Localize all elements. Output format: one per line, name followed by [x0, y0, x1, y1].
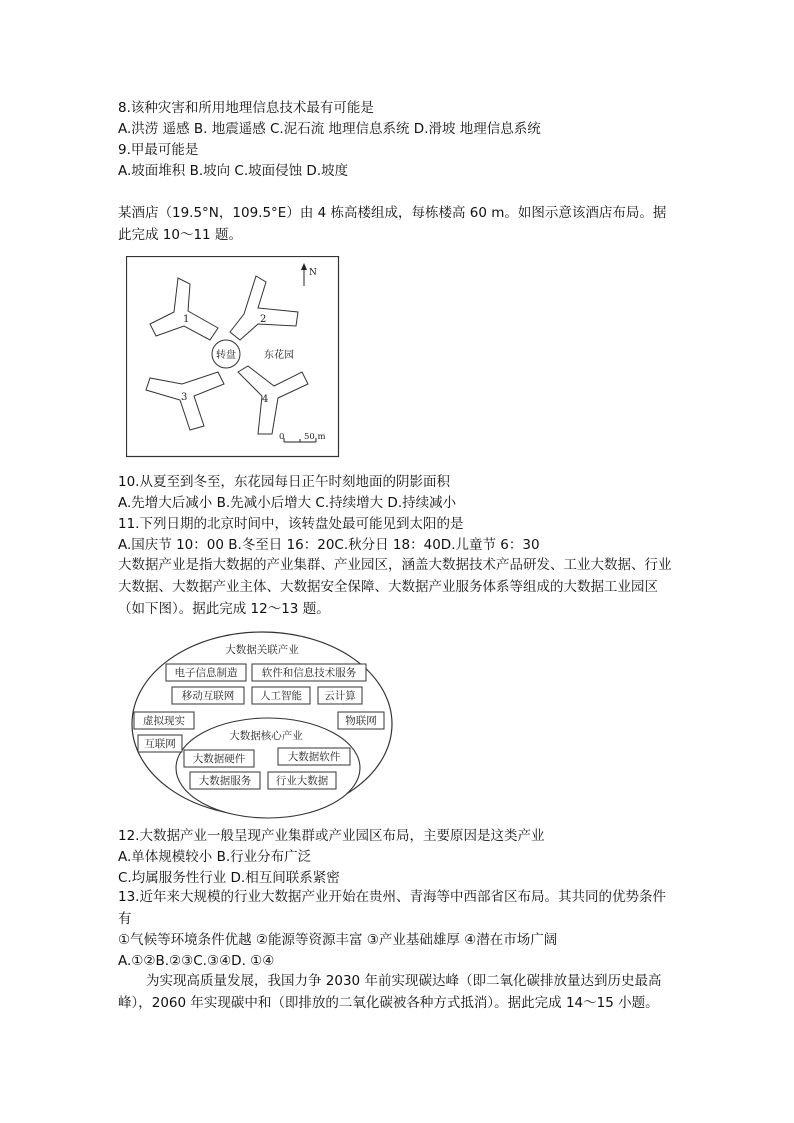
north-label: N: [309, 268, 317, 278]
svg-text:行业大数据: 行业大数据: [275, 775, 329, 787]
inner-item-1: [184, 750, 254, 767]
svg-text:软件和信息技术服务: 软件和信息技术服务: [261, 667, 357, 679]
q12-options-1: A.单体规模较小 B.行业分布广泛: [118, 849, 312, 865]
svg-text:物联网: 物联网: [345, 715, 377, 727]
svg-text:电子信息制造: 电子信息制造: [174, 667, 238, 679]
outer-item-8: [138, 735, 182, 752]
outer-item-1: [166, 664, 246, 681]
scale-zero: 0: [279, 432, 285, 442]
intro-10-11: 某酒店（19.5°N，109.5°E）由 4 栋高楼组成，每栋楼高 60 m。如图示意该酒店布局。据此完成 10～11 题。: [118, 205, 667, 243]
garden-label: 东花园: [264, 350, 294, 361]
outer-item-6: [134, 712, 194, 729]
q8-options: A.洪涝 遥感 B. 地震遥感 C.泥石流 地理信息系统 D.滑坡 地理信息系统: [118, 121, 541, 137]
q9-stem: 9.甲最可能是: [118, 142, 199, 158]
outer-item-2: [252, 664, 366, 681]
q11-stem: 11.下列日期的北京时间中，该转盘处最可能见到太阳的是: [118, 516, 464, 532]
q9-options: A.坡面堆积 B.坡向 C.坡面侵蚀 D.坡度: [118, 163, 349, 179]
q8-stem: 8.该种灾害和所用地理信息技术最有可能是: [118, 100, 374, 116]
outer-item-5: [318, 687, 362, 704]
q10-options: A.先增大后减小 B.先减小后增大 C.持续增大 D.持续减小: [118, 495, 457, 511]
q13-stem: 13.近年来大规模的行业大数据产业开始在贵州、青海等中西部省区布局。其共同的优势条件有: [118, 889, 666, 927]
inner-item-2: [278, 748, 350, 765]
building-3-label: 3: [181, 392, 188, 403]
q13-conditions: ①气候等环境条件优越 ②能源等资源丰富 ③产业基础雄厚 ④潜在市场广阔: [118, 932, 558, 948]
svg-text:大数据服务: 大数据服务: [198, 775, 252, 787]
inner-item-3: [190, 772, 260, 789]
outer-title: 大数据关联产业: [225, 644, 299, 656]
svg-text:大数据硬件: 大数据硬件: [192, 753, 246, 765]
intro-14-15: 为实现高质量发展，我国力争 2030 年前实现碳达峰（即二氧化碳排放量达到历史最高峰），2060 年实现碳中和（即排放的二氧化碳被各种方式抵消）。据此完成 14～15 小题。: [118, 973, 662, 1011]
q12-stem: 12.大数据产业一般呈现产业集群或产业园区布局，主要原因是这类产业: [118, 828, 545, 844]
building-4-label: 4: [262, 394, 269, 405]
svg-text:虚拟现实: 虚拟现实: [143, 715, 185, 727]
outer-item-7: [338, 712, 384, 729]
outer-item-3: [172, 687, 244, 704]
q10-stem: 10.从夏至到冬至，东花园每日正午时刻地面的阴影面积: [118, 474, 450, 490]
inner-title: 大数据核心产业: [229, 730, 303, 742]
q12-options-2: C.均属服务性行业 D.相互间联系紧密: [118, 870, 340, 886]
bigdata-industry-diagram: [128, 628, 398, 820]
inner-item-4: [268, 772, 336, 789]
outer-item-4: [252, 687, 310, 704]
scale-value: 50 m: [304, 432, 326, 442]
svg-text:云计算: 云计算: [324, 690, 356, 702]
hotel-layout-map: [126, 256, 340, 458]
svg-text:移动互联网: 移动互联网: [181, 690, 235, 702]
q11-options: A.国庆节 10：00 B.冬至日 16：20C.秋分日 18：40D.儿童节 6：30: [118, 537, 540, 553]
intro-12-13: 大数据产业是指大数据的产业集群、产业园区，涵盖大数据技术产品研发、工业大数据、行业大数据、大数据产业主体、大数据安全保障、大数据产业服务体系等组成的大数据工业园区（如下图）。据此完成 12～13 题。: [118, 557, 672, 617]
q13-options: A.①②B.②③C.③④D. ①④: [118, 953, 275, 969]
building-1-label: 1: [183, 314, 190, 325]
svg-text:人工智能: 人工智能: [260, 690, 302, 702]
building-2-label: 2: [260, 314, 267, 325]
svg-text:大数据软件: 大数据软件: [287, 751, 341, 763]
roundabout-label: 转盘: [216, 350, 236, 361]
svg-text:互联网: 互联网: [144, 738, 176, 750]
